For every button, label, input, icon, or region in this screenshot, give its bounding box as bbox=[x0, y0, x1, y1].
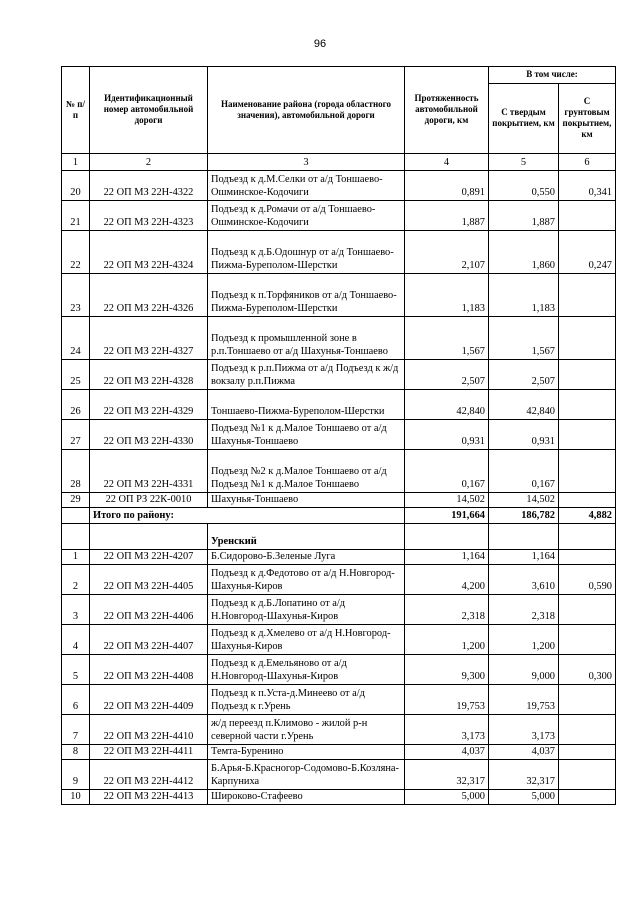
road-id: 22 ОП МЗ 22Н-4407 bbox=[90, 625, 208, 655]
road-id: 22 ОП МЗ 22Н-4406 bbox=[90, 595, 208, 625]
road-id: 22 ОП МЗ 22Н-4411 bbox=[90, 745, 208, 760]
table-row bbox=[62, 565, 616, 595]
row-number: 3 bbox=[62, 595, 90, 625]
row-number: 29 bbox=[62, 493, 90, 508]
road-id: 22 ОП МЗ 22Н-4323 bbox=[90, 201, 208, 231]
road-name: Тоншаево-Пижма-Буреполом-Шерстки bbox=[208, 390, 405, 420]
hard-surface-length: 0,550 bbox=[489, 171, 559, 201]
soil-surface-length bbox=[559, 685, 616, 715]
hard-surface-length: 32,317 bbox=[489, 760, 559, 790]
table-row bbox=[62, 201, 616, 231]
column-index: 1 bbox=[62, 154, 90, 171]
hard-surface-length: 14,502 bbox=[489, 493, 559, 508]
header-road-id: Идентификационный номер автомобильной дороги bbox=[90, 67, 208, 154]
row-number: 25 bbox=[62, 360, 90, 390]
hard-surface-length: 1,183 bbox=[489, 274, 559, 317]
total-label: Итого по району: bbox=[90, 508, 405, 524]
tonshaevo-rows bbox=[62, 171, 616, 508]
road-name: Подъезд к д.Б.Лопатино от а/д Н.Новгород-Шахунья-Киров bbox=[208, 595, 405, 625]
hard-surface-length: 0,931 bbox=[489, 420, 559, 450]
road-name: Подъезд к д.Ромачи от а/д Тоншаево-Ошминское-Кодочиги bbox=[208, 201, 405, 231]
soil-surface-length bbox=[559, 274, 616, 317]
road-length: 19,753 bbox=[405, 685, 489, 715]
road-id: 22 ОП МЗ 22Н-4330 bbox=[90, 420, 208, 450]
row-number: 10 bbox=[62, 790, 90, 805]
road-length: 0,931 bbox=[405, 420, 489, 450]
row-number: 27 bbox=[62, 420, 90, 450]
header-hard-surface: С твердым покрытием, км bbox=[489, 84, 559, 154]
road-id: 22 ОП МЗ 22Н-4326 bbox=[90, 274, 208, 317]
row-number: 7 bbox=[62, 715, 90, 745]
row-number: 26 bbox=[62, 390, 90, 420]
row-number: 6 bbox=[62, 685, 90, 715]
road-length: 0,167 bbox=[405, 450, 489, 493]
table-row bbox=[62, 360, 616, 390]
header-group: В том числе: bbox=[489, 67, 616, 84]
header-soil-surface: С грунтовым покрытием, км bbox=[559, 84, 616, 154]
road-name: Подъезд к д.Емельяново от а/д Н.Новгород-Шахунья-Киров bbox=[208, 655, 405, 685]
road-length: 1,200 bbox=[405, 625, 489, 655]
road-id: 22 ОП МЗ 22Н-4322 bbox=[90, 171, 208, 201]
road-length: 3,173 bbox=[405, 715, 489, 745]
hard-surface-length: 1,887 bbox=[489, 201, 559, 231]
road-name: Б.Арья-Б.Красногор-Содомово-Б.Козляна-Карпуниха bbox=[208, 760, 405, 790]
header-length: Протяженность автомобильной дороги, км bbox=[405, 67, 489, 154]
table-row bbox=[62, 625, 616, 655]
table-row bbox=[62, 790, 616, 805]
road-id: 22 ОП РЗ 22К-0010 bbox=[90, 493, 208, 508]
road-length: 2,507 bbox=[405, 360, 489, 390]
column-index: 5 bbox=[489, 154, 559, 171]
row-number: 1 bbox=[62, 550, 90, 565]
road-id: 22 ОП МЗ 22Н-4408 bbox=[90, 655, 208, 685]
table-row bbox=[62, 274, 616, 317]
hard-surface-length: 3,610 bbox=[489, 565, 559, 595]
row-number: 23 bbox=[62, 274, 90, 317]
soil-surface-length bbox=[559, 420, 616, 450]
road-name: Подъезд к промышленной зоне в р.п.Тоншаево от а/д Шахунья-Тоншаево bbox=[208, 317, 405, 360]
soil-surface-length: 0,341 bbox=[559, 171, 616, 201]
road-length: 1,567 bbox=[405, 317, 489, 360]
hard-surface-length: 1,200 bbox=[489, 625, 559, 655]
table-row bbox=[62, 493, 616, 508]
soil-surface-length bbox=[559, 790, 616, 805]
road-length: 14,502 bbox=[405, 493, 489, 508]
road-id: 22 ОП МЗ 22Н-4327 bbox=[90, 317, 208, 360]
hard-surface-length: 1,567 bbox=[489, 317, 559, 360]
total-soil: 4,882 bbox=[559, 508, 616, 524]
road-name: Подъезд к д.Хмелево от а/д Н.Новгород-Шахунья-Киров bbox=[208, 625, 405, 655]
soil-surface-length bbox=[559, 595, 616, 625]
road-id: 22 ОП МЗ 22Н-4405 bbox=[90, 565, 208, 595]
table-row bbox=[62, 450, 616, 493]
road-id: 22 ОП МЗ 22Н-4410 bbox=[90, 715, 208, 745]
hard-surface-length: 9,000 bbox=[489, 655, 559, 685]
soil-surface-length bbox=[559, 745, 616, 760]
header-road-name: Наименование района (города областного значения), автомобильной дороги bbox=[208, 67, 405, 154]
soil-surface-length: 0,590 bbox=[559, 565, 616, 595]
soil-surface-length bbox=[559, 317, 616, 360]
column-index: 6 bbox=[559, 154, 616, 171]
road-id: 22 ОП МЗ 22Н-4331 bbox=[90, 450, 208, 493]
row-number: 4 bbox=[62, 625, 90, 655]
road-id: 22 ОП МЗ 22Н-4409 bbox=[90, 685, 208, 715]
row-number: 21 bbox=[62, 201, 90, 231]
total-length: 191,664 bbox=[405, 508, 489, 524]
road-length: 5,000 bbox=[405, 790, 489, 805]
row-number: 9 bbox=[62, 760, 90, 790]
hard-surface-length: 0,167 bbox=[489, 450, 559, 493]
road-length: 4,037 bbox=[405, 745, 489, 760]
table-row bbox=[62, 745, 616, 760]
hard-surface-length: 5,000 bbox=[489, 790, 559, 805]
road-name: Подъезд №1 к д.Малое Тоншаево от а/д Шахунья-Тоншаево bbox=[208, 420, 405, 450]
hard-surface-length: 1,164 bbox=[489, 550, 559, 565]
road-length: 1,183 bbox=[405, 274, 489, 317]
road-name: ж/д переезд п.Климово - жилой р-н северной части г.Урень bbox=[208, 715, 405, 745]
row-number: 28 bbox=[62, 450, 90, 493]
column-index: 4 bbox=[405, 154, 489, 171]
row-number: 20 bbox=[62, 171, 90, 201]
road-length: 0,891 bbox=[405, 171, 489, 201]
table-row bbox=[62, 171, 616, 201]
road-id: 22 ОП МЗ 22Н-4207 bbox=[90, 550, 208, 565]
table-row bbox=[62, 420, 616, 450]
road-name: Б.Сидорово-Б.Зеленые Луга bbox=[208, 550, 405, 565]
soil-surface-length bbox=[559, 360, 616, 390]
road-id: 22 ОП МЗ 22Н-4413 bbox=[90, 790, 208, 805]
road-id: 22 ОП МЗ 22Н-4412 bbox=[90, 760, 208, 790]
hard-surface-length: 42,840 bbox=[489, 390, 559, 420]
soil-surface-length bbox=[559, 493, 616, 508]
column-index-row bbox=[62, 154, 616, 171]
roads-table bbox=[61, 66, 616, 805]
hard-surface-length: 2,507 bbox=[489, 360, 559, 390]
hard-surface-length: 19,753 bbox=[489, 685, 559, 715]
table-row bbox=[62, 231, 616, 274]
road-length: 4,200 bbox=[405, 565, 489, 595]
district-name: Уренский bbox=[208, 524, 405, 550]
road-name: Подъезд к д.Б.Одошнур от а/д Тоншаево-Пижма-Буреполом-Шерстки bbox=[208, 231, 405, 274]
road-name: Шахунья-Тоншаево bbox=[208, 493, 405, 508]
soil-surface-length: 0,300 bbox=[559, 655, 616, 685]
road-name: Подъезд к д.Федотово от а/д Н.Новгород-Шахунья-Киров bbox=[208, 565, 405, 595]
row-number: 24 bbox=[62, 317, 90, 360]
table-row bbox=[62, 685, 616, 715]
soil-surface-length bbox=[559, 760, 616, 790]
row-number: 22 bbox=[62, 231, 90, 274]
row-number: 8 bbox=[62, 745, 90, 760]
road-id: 22 ОП МЗ 22Н-4328 bbox=[90, 360, 208, 390]
total-hard: 186,782 bbox=[489, 508, 559, 524]
table-row bbox=[62, 550, 616, 565]
column-index: 3 bbox=[208, 154, 405, 171]
district-row bbox=[62, 524, 616, 550]
road-name: Темта-Буренино bbox=[208, 745, 405, 760]
table-row bbox=[62, 595, 616, 625]
soil-surface-length bbox=[559, 201, 616, 231]
road-length: 2,107 bbox=[405, 231, 489, 274]
road-id: 22 ОП МЗ 22Н-4329 bbox=[90, 390, 208, 420]
soil-surface-length bbox=[559, 715, 616, 745]
soil-surface-length bbox=[559, 550, 616, 565]
road-length: 42,840 bbox=[405, 390, 489, 420]
road-name: Подъезд №2 к д.Малое Тоншаево от а/д Подъезд №1 к д.Малое Тоншаево bbox=[208, 450, 405, 493]
road-name: Подъезд к п.Торфяников от а/д Тоншаево-Пижма-Буреполом-Шерстки bbox=[208, 274, 405, 317]
table-row bbox=[62, 655, 616, 685]
hard-surface-length: 3,173 bbox=[489, 715, 559, 745]
road-name: Подъезд к п.Уста-д.Минеево от а/д Подъезд к г.Урень bbox=[208, 685, 405, 715]
road-length: 2,318 bbox=[405, 595, 489, 625]
hard-surface-length: 4,037 bbox=[489, 745, 559, 760]
road-name: Широково-Стафеево bbox=[208, 790, 405, 805]
total-row bbox=[62, 508, 616, 524]
road-name: Подъезд к р.п.Пижма от а/д Подъезд к ж/д вокзалу р.п.Пижма bbox=[208, 360, 405, 390]
page-number: 96 bbox=[313, 38, 327, 50]
soil-surface-length bbox=[559, 390, 616, 420]
header-number: № п/п bbox=[62, 67, 90, 154]
hard-surface-length: 2,318 bbox=[489, 595, 559, 625]
table-row bbox=[62, 390, 616, 420]
table-row bbox=[62, 760, 616, 790]
table-row bbox=[62, 317, 616, 360]
uren-rows bbox=[62, 550, 616, 805]
table-row bbox=[62, 715, 616, 745]
road-length: 9,300 bbox=[405, 655, 489, 685]
hard-surface-length: 1,860 bbox=[489, 231, 559, 274]
row-number: 2 bbox=[62, 565, 90, 595]
road-length: 1,164 bbox=[405, 550, 489, 565]
road-name: Подъезд к д.М.Селки от а/д Тоншаево-Ошминское-Кодочиги bbox=[208, 171, 405, 201]
road-id: 22 ОП МЗ 22Н-4324 bbox=[90, 231, 208, 274]
column-index: 2 bbox=[90, 154, 208, 171]
road-length: 32,317 bbox=[405, 760, 489, 790]
soil-surface-length: 0,247 bbox=[559, 231, 616, 274]
soil-surface-length bbox=[559, 625, 616, 655]
row-number: 5 bbox=[62, 655, 90, 685]
road-length: 1,887 bbox=[405, 201, 489, 231]
soil-surface-length bbox=[559, 450, 616, 493]
